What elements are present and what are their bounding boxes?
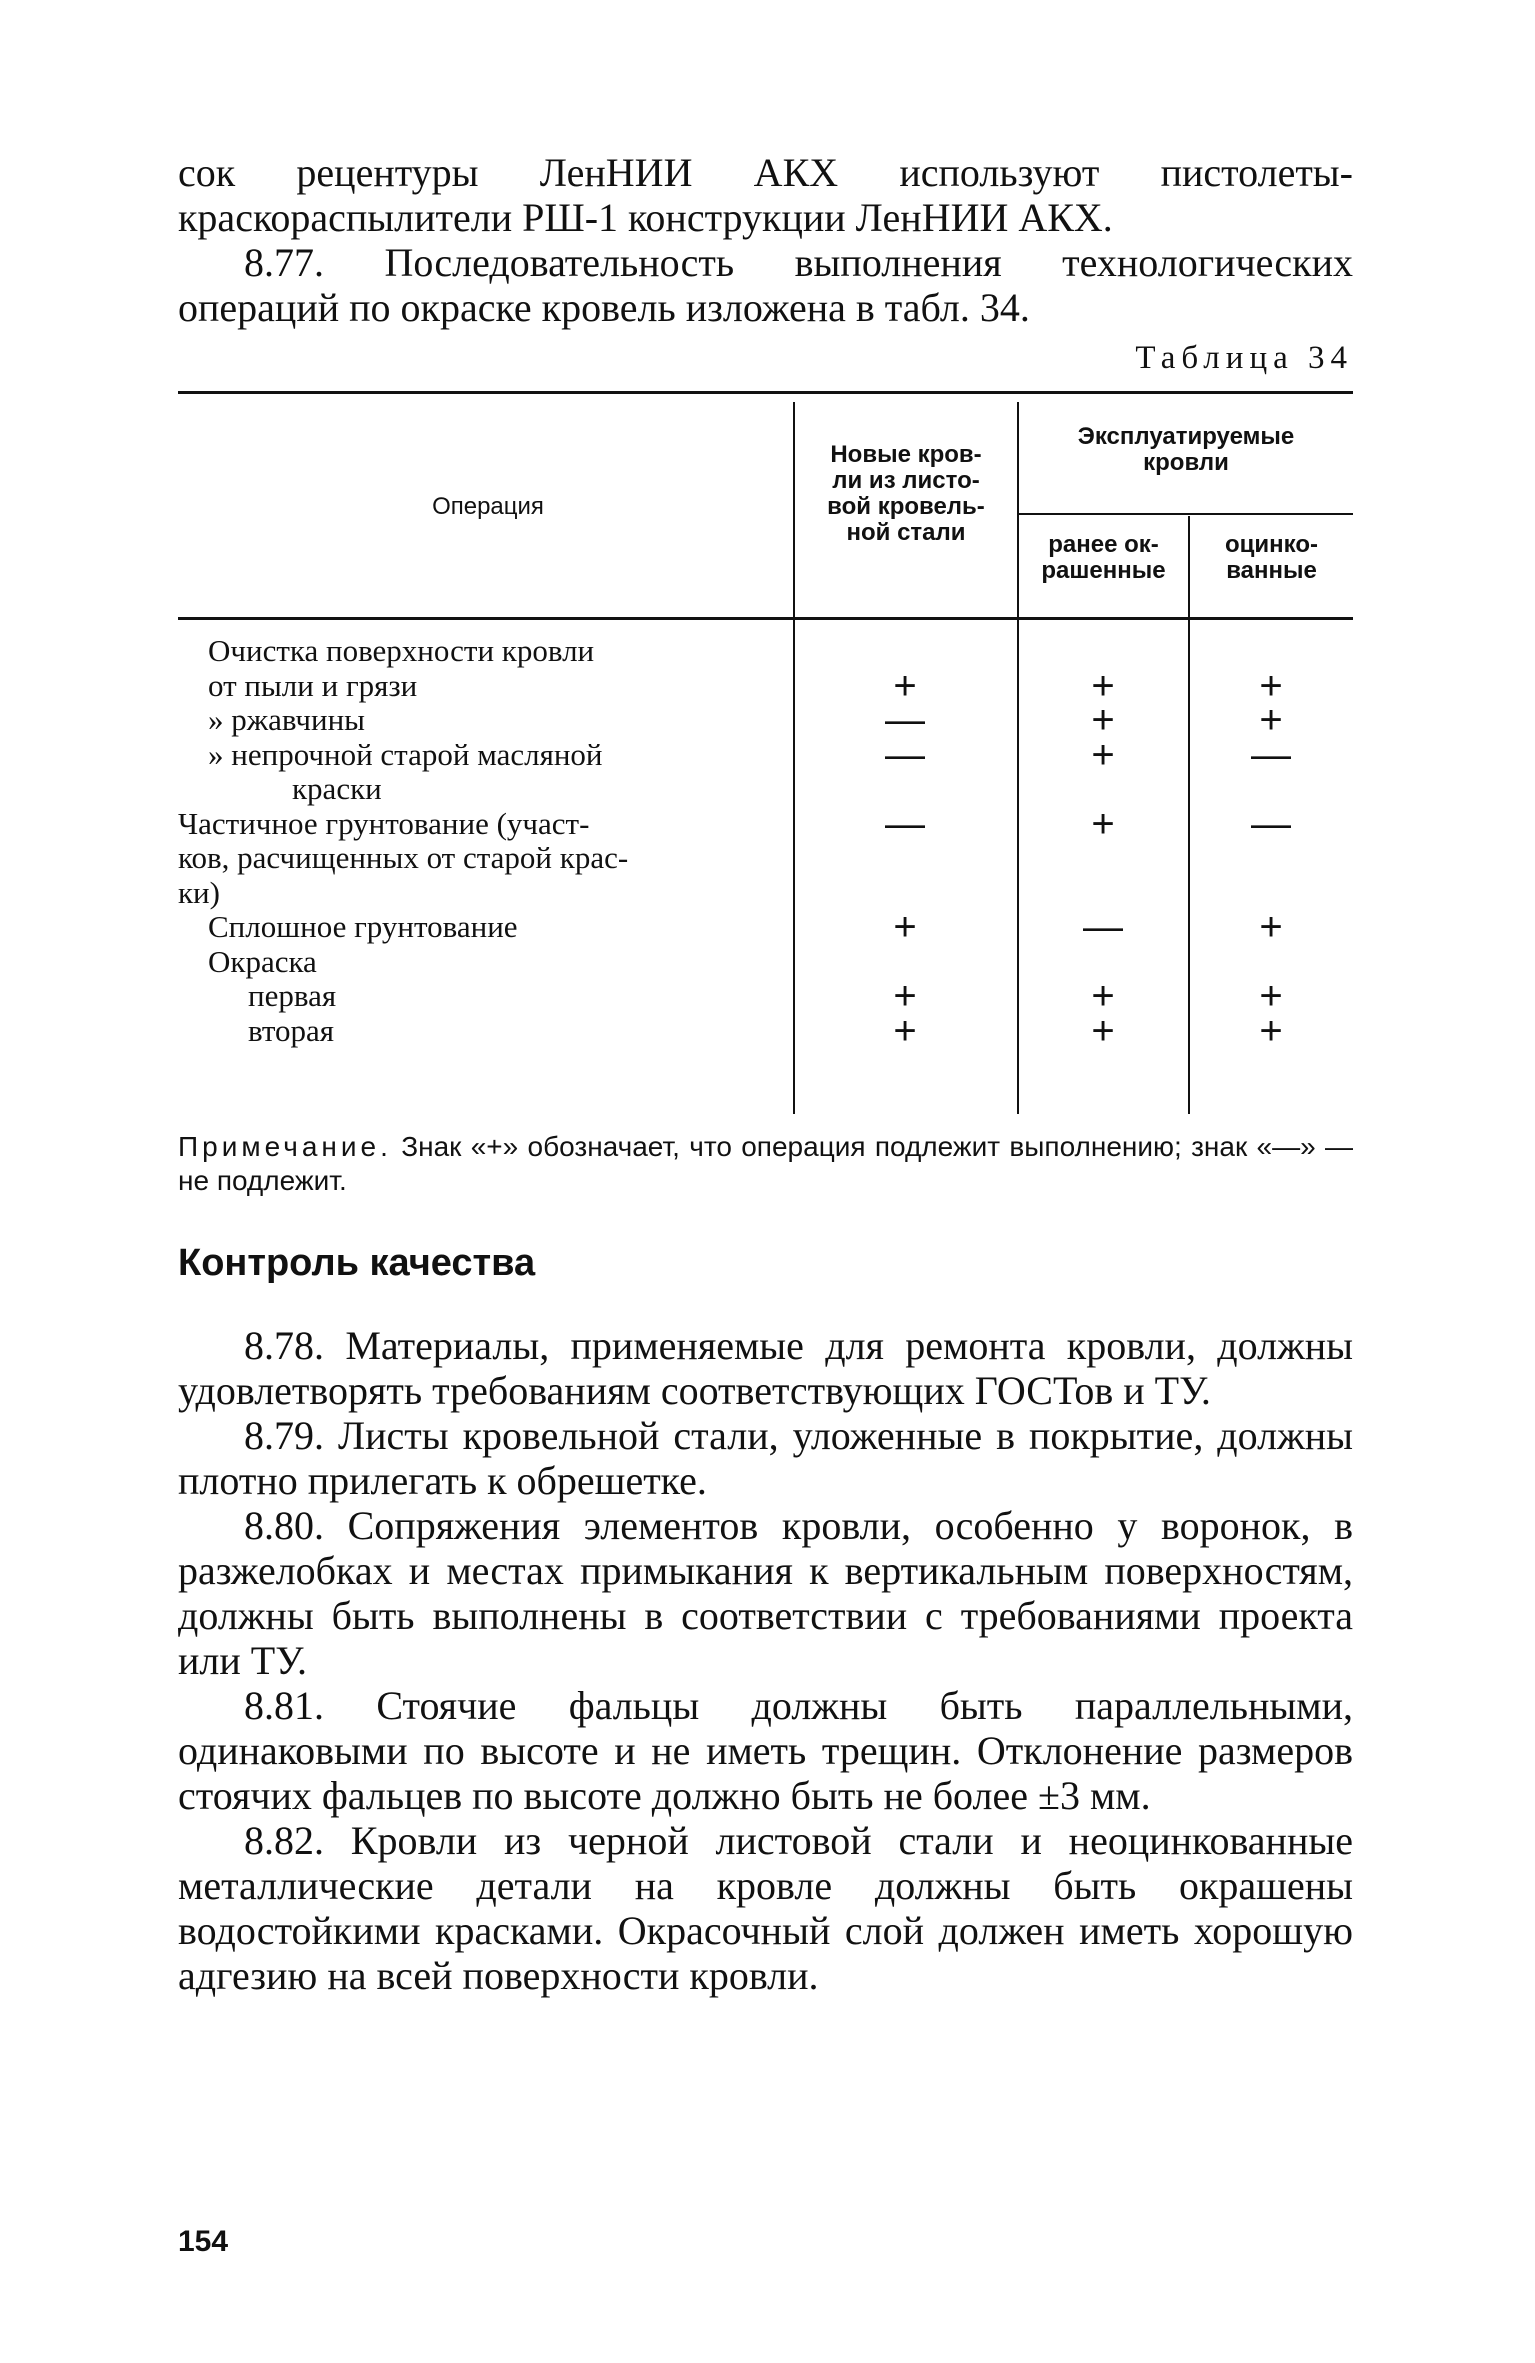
- paragraph-8-78: 8.78. Материалы, применяемые для ремонта кровли, должны удовлетворять требованиям соответствующих ГОСТов и ТУ.: [178, 1323, 1353, 1413]
- paragraph-8-79: 8.79. Листы кровельной стали, уложенные в покрытие, должны плотно прилегать к обрешетке.: [178, 1413, 1353, 1503]
- mark-galvanized-row-7: +: [1259, 1008, 1283, 1053]
- operation-line: Частичное грунтование (участ-: [178, 805, 590, 841]
- mark-galvanized-row-3: —: [1251, 732, 1291, 777]
- paragraph-8-82: 8.82. Кровли из черной листовой стали и неоцинкованные металлические детали на кровле должны быть окрашены водостойкими красками. Окрасочный слой должен иметь хорошую адгезию на всей поверхности кровли.: [178, 1818, 1353, 1998]
- operation-line: ков, расчищенных от старой крас-: [178, 840, 629, 875]
- mark-painted-row-4: +: [1091, 801, 1115, 846]
- header-previously-painted: ранее ок- рашенные: [1041, 531, 1166, 584]
- operation-line: Очистка поверхности кровли: [208, 633, 595, 668]
- mark-painted-row-6: +: [1091, 974, 1115, 1018]
- header-operation: Операция: [432, 493, 544, 520]
- mark-painted-row-3: +: [1091, 732, 1115, 777]
- mark-new-row-5: +: [893, 905, 917, 949]
- mark-new-row-4: —: [885, 801, 925, 846]
- table-vline: [1017, 620, 1019, 1114]
- operation-line: » непрочной старой масляной: [208, 736, 603, 772]
- table-caption: Таблица 34: [1135, 340, 1353, 376]
- note-text: Знак «+» обозначает, что операция подлежит выполнению; знак «—» — не подлежит.: [178, 1131, 1353, 1196]
- operations-table: [178, 391, 1353, 1114]
- table-note: [178, 1130, 1353, 1198]
- operation-line: » ржавчины: [208, 702, 365, 737]
- intro-paragraph-2: 8.77. Последовательность выполнения технологических операций по окраске кровель изложена в табл. 34.: [178, 240, 1353, 330]
- mark-painted-row-5: —: [1083, 905, 1123, 949]
- operation-line: ки): [178, 874, 220, 910]
- note-label: Примечание.: [178, 1131, 392, 1162]
- intro-paragraph-1: сок рецентуры ЛенНИИ АКХ используют пистолеты-краскораспылители РШ-1 конструкции ЛенНИИ АКХ.: [178, 150, 1353, 240]
- operation-column: [178, 633, 788, 1048]
- mark-galvanized-row-4: —: [1251, 801, 1291, 846]
- header-galvanized: оцинко- ванные: [1224, 531, 1318, 584]
- paragraph-8-81: 8.81. Стоячие фальцы должны быть параллельными, одинаковыми по высоте и не иметь трещин. Отклонение размеров стоячих фальцев по высоте должно быть не более ±3 мм.: [178, 1683, 1353, 1818]
- operation-line: Сплошное грунтование: [208, 909, 518, 944]
- mark-new-row-3: —: [885, 732, 925, 777]
- page-number: 154: [178, 2225, 229, 2258]
- operation-line: от пыли и грязи: [208, 667, 418, 703]
- mark-painted-row-1: +: [1091, 663, 1115, 708]
- table-vline: [1188, 620, 1190, 1114]
- mark-galvanized-row-5: +: [1259, 905, 1283, 949]
- mark-new-row-6: +: [893, 974, 917, 1018]
- mark-painted-row-2: +: [1091, 698, 1115, 742]
- section-title: Контроль качества: [178, 1242, 536, 1284]
- table-hline: [1017, 513, 1353, 515]
- mark-new-row-1: +: [893, 663, 917, 708]
- operation-line: вторая: [248, 1012, 335, 1048]
- mark-new-row-7: +: [893, 1008, 917, 1053]
- table-vline: [793, 620, 795, 1114]
- table-header-rule: [178, 617, 1353, 620]
- mark-galvanized-row-6: +: [1259, 974, 1283, 1018]
- operation-line: краски: [292, 771, 382, 806]
- operation-line: Окраска: [208, 943, 317, 979]
- paragraph-8-80: 8.80. Сопряжения элементов кровли, особенно у воронок, в разжелобках и местах примыкания к вертикальным поверхностям, должны быть выполнены в соответствии с требованиями проекта или ТУ.: [178, 1503, 1353, 1683]
- header-exploited-roofs: Эксплуатируемые кровли: [1077, 423, 1295, 476]
- mark-new-row-2: —: [885, 698, 925, 742]
- mark-painted-row-7: +: [1091, 1008, 1115, 1053]
- mark-galvanized-row-1: +: [1259, 663, 1283, 708]
- operation-line: первая: [248, 978, 337, 1013]
- header-new-roofs: Новые кров- ли из листо- вой кровель- ной стали: [827, 441, 985, 546]
- page-content: [178, 150, 1353, 1998]
- mark-galvanized-row-2: +: [1259, 698, 1283, 742]
